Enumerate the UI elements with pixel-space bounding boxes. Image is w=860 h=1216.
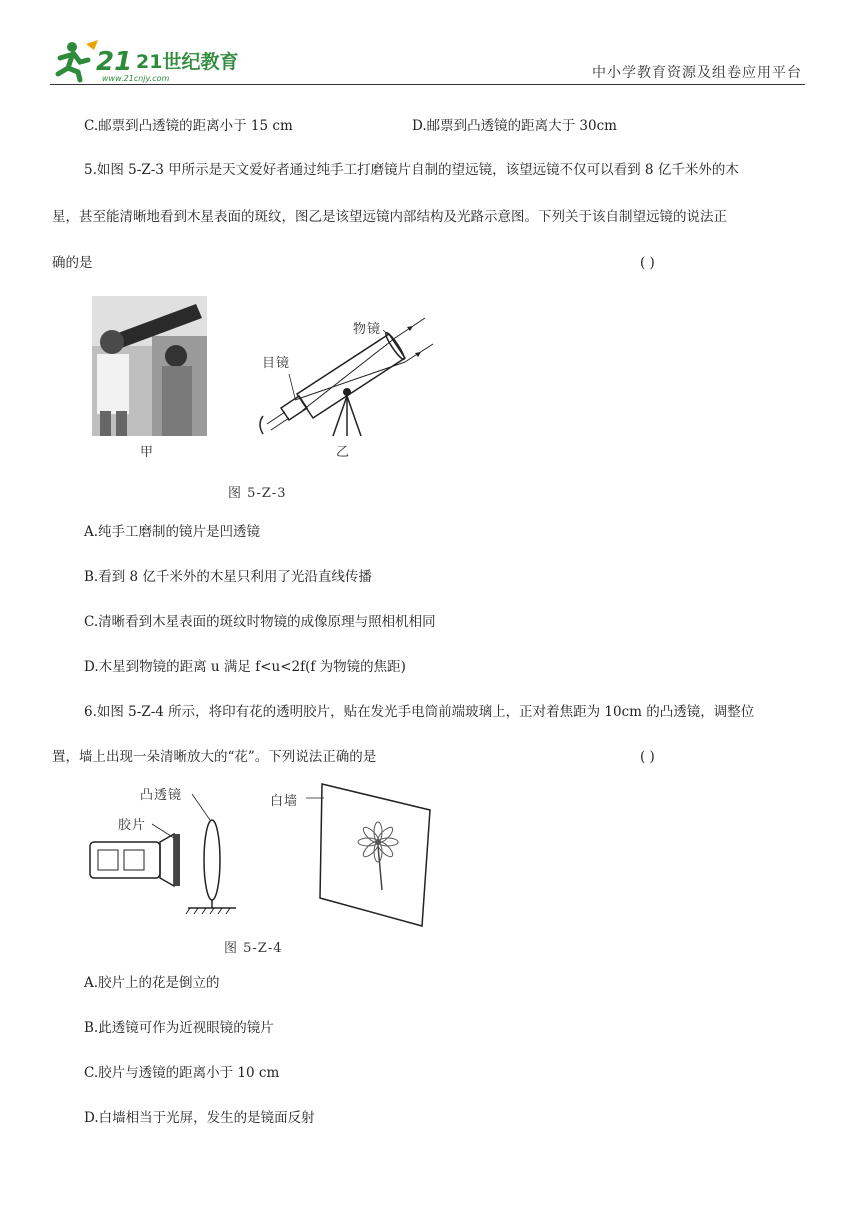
- label-white-wall: 白墙: [270, 794, 299, 809]
- q5-stem-line2: 星，甚至能清晰地看到木星表面的斑纹，图乙是该望远镜内部结构及光路示意图。下列关于该自制望远镜的说法正: [52, 209, 727, 225]
- telescope-diagram: [255, 312, 435, 437]
- site-logo: [50, 38, 239, 84]
- label-convex-lens: 凸透镜: [140, 788, 183, 803]
- q6-option-b: B.此透镜可作为近视眼镜的镜片: [84, 1020, 274, 1036]
- q6-option-d: D.白墙相当于光屏，发生的是镜面反射: [84, 1110, 315, 1126]
- q5-option-d: D.木星到物镜的距离 u 满足 f<u<2f(f 为物镜的焦距): [84, 659, 406, 675]
- q5-stem-line3: 确的是: [52, 255, 93, 271]
- label-film: 胶片: [118, 818, 147, 833]
- q4-option-c: C.邮票到凸透镜的距离小于 15 cm: [84, 118, 293, 134]
- q5-option-b: B.看到 8 亿千米外的木星只利用了光沿直线传播: [84, 569, 372, 585]
- q6-option-a: A.胶片上的花是倒立的: [84, 975, 220, 991]
- telescope-photo: [92, 296, 207, 436]
- figure-caption-5-z-4: 图 5-Z-4: [224, 941, 283, 956]
- projector-diagram: [84, 780, 444, 930]
- q5-stem-line1: 5.如图 5-Z-3 甲所示是天文爱好者通过纯手工打磨镜片自制的望远镜，该望远镜不仅可以看到 8 亿千米外的木: [84, 162, 739, 178]
- fig-label-yi: 乙: [336, 445, 351, 460]
- logo-sub: www.21cnjy.com: [102, 74, 170, 83]
- platform-name: 中小学教育资源及组卷应用平台: [592, 65, 802, 81]
- q6-option-c: C.胶片与透镜的距离小于 10 cm: [84, 1065, 280, 1081]
- q5-answer-bracket: ( ): [640, 255, 655, 271]
- q5-option-a: A.纯手工磨制的镜片是凹透镜: [84, 524, 261, 540]
- figure-caption-5-z-3: 图 5-Z-3: [228, 486, 287, 501]
- q4-option-d: D.邮票到凸透镜的距离大于 30cm: [412, 118, 617, 134]
- q6-stem-line1: 6.如图 5-Z-4 所示，将印有花的透明胶片，贴在发光手电筒前端玻璃上，正对着焦距为 10cm 的凸透镜，调整位: [84, 704, 755, 720]
- label-objective-lens: 物镜: [353, 322, 382, 337]
- q6-answer-bracket: ( ): [640, 749, 655, 765]
- logo-text: 21世纪教育: [136, 51, 239, 73]
- fig-label-jia: 甲: [140, 445, 155, 460]
- q5-option-c: C.清晰看到木星表面的斑纹时物镜的成像原理与照相机相同: [84, 614, 436, 630]
- label-eyepiece: 目镜: [262, 356, 291, 371]
- logo-number: 21: [96, 47, 133, 77]
- header-divider: [50, 84, 805, 85]
- q6-stem-line2: 置，墙上出现一朵清晰放大的“花”。下列说法正确的是: [52, 749, 377, 765]
